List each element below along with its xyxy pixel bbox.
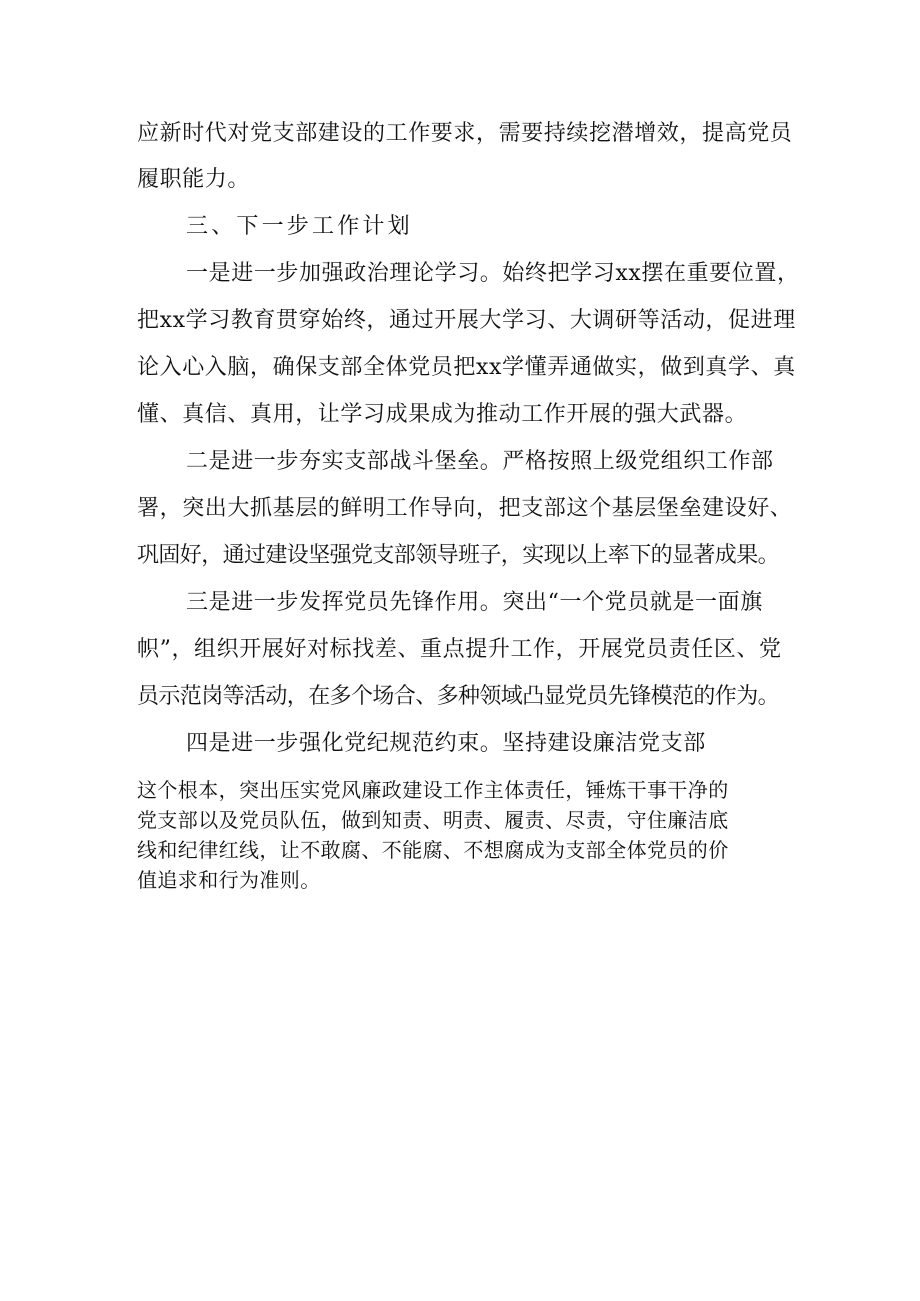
para-2-line-1: 二是进一步夯实支部战斗堡垒。严格按照上级党组织工作部 — [186, 449, 774, 474]
para-3-line-2: 帜”，组织开展好对标找差、重点提升工作，开展党员责任区、党 — [137, 637, 782, 662]
para-1-line-4: 懂、真信、真用，让学习成果成为推动工作开展的强大武器。 — [137, 402, 748, 427]
para-4-line-4: 线和纪律红线，让不敢腐、不能腐、不想腐成为支部全体党员的价 — [137, 838, 729, 862]
para-2-line-3: 巩固好，通过建设坚强党支部领导班子，实现以上率下的显著成果。 — [137, 543, 780, 568]
para-3-line-3: 员示范岗等活动，在多个场合、多种领域凸显党员先锋模范的作为。 — [137, 684, 780, 709]
para-4-line-3: 党支部以及党员队伍，做到知责、明责、履责、尽责，守住廉洁底 — [137, 808, 729, 832]
para-1-line-2: 把xx学习教育贯穿始终，通过开展大学习、大调研等活动，促进理 — [137, 308, 796, 333]
intro-line-2: 履职能力。 — [137, 167, 251, 192]
para-3-line-1: 三是进一步发挥党员先锋作用。突出“一个党员就是一面旗 — [186, 590, 763, 615]
para-4-line-5: 值追求和行为准则。 — [137, 868, 321, 892]
para-1-line-3: 论入心入脑，确保支部全体党员把xx学懂弄通做实，做到真学、真 — [137, 355, 796, 380]
section-heading: 三、下一步工作计划 — [186, 214, 413, 239]
para-2-line-2: 署，突出大抓基层的鲜明工作导向，把支部这个基层堡垒建设好、 — [137, 496, 793, 521]
para-1-line-1: 一是进一步加强政治理论学习。始终把学习xx摆在重要位置， — [186, 261, 800, 286]
para-4-line-2: 这个根本，突出压实党风廉政建设工作主体责任，锤炼干事干净的 — [137, 778, 729, 802]
intro-line-1: 应新时代对党支部建设的工作要求，需要持续挖潜增效，提高党员 — [137, 121, 793, 146]
para-4-line-1: 四是进一步强化党纪规范约束。坚持建设廉洁党支部 — [186, 731, 706, 756]
